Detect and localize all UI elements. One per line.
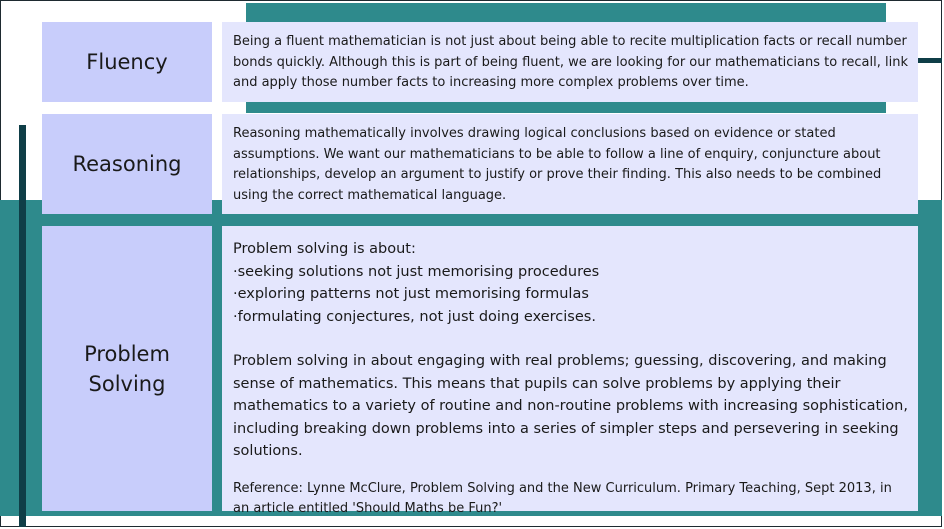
problem-solving-intro: Problem solving is about: (233, 241, 416, 257)
decor-right-bar (916, 58, 942, 63)
fluency-label: Fluency (86, 50, 168, 74)
bullet-item: ·seeking solutions not just memorising procedures (233, 263, 600, 280)
spacer (233, 328, 908, 350)
bullet-item: ·exploring patterns not just memorising formulas (233, 286, 589, 302)
fluency-description-box (222, 22, 918, 102)
problem-solving-label-line2: Solving (88, 371, 166, 396)
bullet-item: ·formulating conjectures, not just doing exercises. (233, 308, 596, 325)
fluency-description: Being a fluent mathematician is not just about being able to recite multiplication facts or recall number bonds quickly. Although this is part of being fluent, we are looking for our mathematicians to recall, link and apply those number facts to increasing more complex problems over time. (233, 34, 908, 90)
reference-text: Reference: Lynne McClure, Problem Solving and the New Curriculum. Primary Teaching, Sept 2013, in an article entitled 'Should Maths be Fun?' (233, 480, 892, 516)
decor-left-bar (19, 125, 26, 527)
reasoning-label: Reasoning (72, 152, 182, 176)
reasoning-label-box (42, 114, 212, 214)
reasoning-description-box (222, 114, 918, 214)
reasoning-description: Reasoning mathematically involves drawing logical conclusions based on evidence or stated assumptions. We want our mathematicians to be able to follow a line of enquiry, conjuncture about relationships, develop an argument to justify or prove their finding. This also needs to be combined using the correct mathematical language. (233, 126, 882, 203)
problem-solving-label-line1: Problem (84, 341, 170, 366)
problem-solving-description-box (222, 226, 918, 516)
problem-solving-label-box (42, 226, 212, 511)
decor-teal-right (918, 200, 942, 516)
problem-solving-paragraph: Problem solving in about engaging with real problems; guessing, discovering, and making sense of mathematics. This means that pupils can solve problems by applying their mathematics to a variety of routine and non-routine problems with increasing sophistication, including breaking down problems into a series of simpler steps and persevering in seeking solutions. (233, 353, 908, 459)
fluency-label-box (42, 22, 212, 102)
